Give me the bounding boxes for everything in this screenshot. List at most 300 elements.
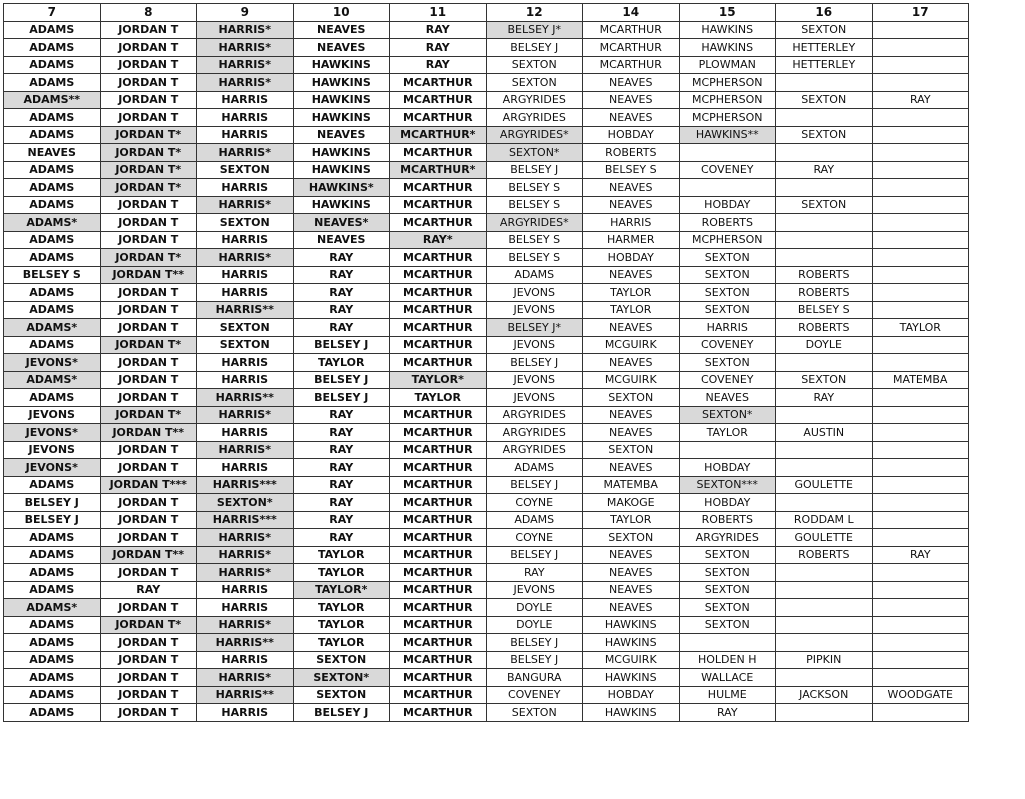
table-cell: NEAVES <box>583 196 680 214</box>
table-cell: MCPHERSON <box>679 74 776 92</box>
table-cell: JORDAN T <box>100 389 197 407</box>
table-cell: HAWKINS <box>583 669 680 687</box>
table-cell <box>872 179 969 197</box>
table-cell: NEAVES* <box>293 214 390 232</box>
table-row <box>4 704 969 722</box>
table-row <box>4 56 969 74</box>
table-row <box>4 109 969 127</box>
table-cell <box>679 634 776 652</box>
table-cell: RAY <box>293 301 390 319</box>
table-cell: ROBERTS <box>679 214 776 232</box>
table-cell: JEVONS <box>486 581 583 599</box>
table-cell: MCARTHUR <box>390 301 487 319</box>
table-cell: HAWKINS <box>679 21 776 39</box>
column-header: 9 <box>197 4 294 22</box>
table-cell: RAY <box>872 91 969 109</box>
table-row <box>4 126 969 144</box>
table-cell: MCPHERSON <box>679 109 776 127</box>
table-cell: HULME <box>679 686 776 704</box>
table-body <box>4 21 969 721</box>
table-cell: TAYLOR <box>583 511 680 529</box>
table-cell: SEXTON <box>679 564 776 582</box>
table-cell: DOYLE <box>776 336 873 354</box>
table-cell: ADAMS <box>4 21 101 39</box>
table-row <box>4 651 969 669</box>
table-cell: ROBERTS <box>776 284 873 302</box>
table-row <box>4 459 969 477</box>
table-cell: JORDAN T* <box>100 161 197 179</box>
table-cell: HARRIS** <box>197 301 294 319</box>
table-cell: JORDAN T* <box>100 126 197 144</box>
table-cell: JORDAN T* <box>100 144 197 162</box>
table-cell: SEXTON <box>776 91 873 109</box>
table-cell <box>872 511 969 529</box>
table-cell: MCARTHUR <box>390 599 487 617</box>
table-cell: ADAMS <box>4 161 101 179</box>
table-cell: ADAMS <box>4 704 101 722</box>
table-cell: JORDAN T <box>100 529 197 547</box>
table-cell: BELSEY J* <box>486 21 583 39</box>
table-cell: MCARTHUR <box>390 651 487 669</box>
table-cell: BELSEY J <box>4 511 101 529</box>
table-cell: HARRIS* <box>197 21 294 39</box>
table-cell: RAY <box>390 56 487 74</box>
table-cell <box>872 634 969 652</box>
table-cell: JORDAN T <box>100 704 197 722</box>
table-cell: MCGUIRK <box>583 336 680 354</box>
table-cell <box>872 161 969 179</box>
table-cell: ROBERTS <box>776 546 873 564</box>
table-cell <box>776 599 873 617</box>
table-cell <box>872 704 969 722</box>
table-cell: SEXTON <box>679 546 776 564</box>
table-row <box>4 616 969 634</box>
table-cell: NEAVES <box>583 424 680 442</box>
table-row <box>4 441 969 459</box>
table-cell: NEAVES <box>583 581 680 599</box>
column-header: 11 <box>390 4 487 22</box>
table-cell: ADAMS <box>4 581 101 599</box>
table-cell: HARRIS* <box>197 74 294 92</box>
table-cell: MCARTHUR <box>390 616 487 634</box>
table-cell <box>872 144 969 162</box>
table-cell <box>872 441 969 459</box>
table-cell: MCARTHUR <box>390 686 487 704</box>
table-cell: HOBDAY <box>583 249 680 267</box>
table-cell: BELSEY J <box>4 494 101 512</box>
table-cell <box>872 669 969 687</box>
table-cell: SEXTON <box>486 74 583 92</box>
table-cell: ADAMS <box>4 126 101 144</box>
table-cell: MCARTHUR <box>390 669 487 687</box>
table-cell: HARRIS <box>197 179 294 197</box>
table-cell: JORDAN T <box>100 686 197 704</box>
table-cell: HETTERLEY <box>776 39 873 57</box>
table-cell: TAYLOR <box>293 599 390 617</box>
table-row <box>4 196 969 214</box>
table-cell: JORDAN T** <box>100 546 197 564</box>
table-row <box>4 39 969 57</box>
table-cell: COVENEY <box>486 686 583 704</box>
table-cell: MCARTHUR <box>390 529 487 547</box>
table-cell <box>776 494 873 512</box>
table-cell: BELSEY J <box>486 546 583 564</box>
table-cell: SEXTON <box>679 354 776 372</box>
table-cell: HARRIS <box>197 231 294 249</box>
table-cell <box>679 441 776 459</box>
table-cell: HOLDEN H <box>679 651 776 669</box>
table-row <box>4 91 969 109</box>
table-cell: JORDAN T <box>100 91 197 109</box>
table-cell: WALLACE <box>679 669 776 687</box>
table-row <box>4 214 969 232</box>
table-cell <box>776 144 873 162</box>
table-row <box>4 494 969 512</box>
table-cell: SEXTON <box>679 284 776 302</box>
table-cell: BELSEY S <box>4 266 101 284</box>
table-cell: BELSEY J <box>293 704 390 722</box>
table-cell <box>872 581 969 599</box>
table-cell: SEXTON <box>293 686 390 704</box>
table-cell: MCARTHUR <box>583 56 680 74</box>
table-cell: SEXTON <box>583 389 680 407</box>
table-row <box>4 529 969 547</box>
table-row <box>4 319 969 337</box>
table-cell: SEXTON* <box>197 494 294 512</box>
table-cell: HARRIS* <box>197 564 294 582</box>
table-cell: ADAMS <box>4 284 101 302</box>
table-cell: MCARTHUR <box>390 74 487 92</box>
table-cell: RAY <box>293 441 390 459</box>
table-cell <box>776 634 873 652</box>
table-cell: DOYLE <box>486 616 583 634</box>
table-cell: NEAVES <box>583 319 680 337</box>
table-cell <box>872 21 969 39</box>
table-cell: JORDAN T <box>100 214 197 232</box>
column-header: 8 <box>100 4 197 22</box>
table-cell: NEAVES <box>4 144 101 162</box>
table-cell <box>776 616 873 634</box>
table-cell: RAY <box>293 266 390 284</box>
table-cell: HOBDAY <box>679 459 776 477</box>
table-cell <box>776 406 873 424</box>
table-cell: BELSEY J <box>293 371 390 389</box>
table-cell <box>872 266 969 284</box>
table-cell: HARRIS* <box>197 616 294 634</box>
column-header: 12 <box>486 4 583 22</box>
table-cell <box>776 231 873 249</box>
table-cell: HARRIS* <box>197 441 294 459</box>
table-cell: ADAMS <box>4 546 101 564</box>
table-cell: SEXTON <box>679 301 776 319</box>
table-cell: JEVONS* <box>4 424 101 442</box>
table-cell: NEAVES <box>583 546 680 564</box>
table-cell: ADAMS <box>4 56 101 74</box>
table-cell: RAY <box>486 564 583 582</box>
table-cell: HAWKINS <box>293 56 390 74</box>
table-cell: SEXTON <box>486 56 583 74</box>
table-cell <box>872 494 969 512</box>
table-cell: MCARTHUR <box>390 704 487 722</box>
table-cell: HARRIS** <box>197 686 294 704</box>
table-cell: HAWKINS <box>293 196 390 214</box>
table-cell: HAWKINS <box>583 704 680 722</box>
table-cell <box>776 109 873 127</box>
table-cell: JEVONS <box>4 441 101 459</box>
table-cell: RAY <box>872 546 969 564</box>
table-cell: HARRIS* <box>197 56 294 74</box>
table-cell: SEXTON <box>197 214 294 232</box>
table-cell: RODDAM L <box>776 511 873 529</box>
table-cell: MCPHERSON <box>679 231 776 249</box>
table-cell: ADAMS <box>486 266 583 284</box>
table-cell: HAWKINS <box>293 161 390 179</box>
table-cell: HARRIS* <box>197 669 294 687</box>
table-cell: RAY <box>293 529 390 547</box>
table-cell: HARRIS* <box>197 529 294 547</box>
table-cell: BELSEY J* <box>486 319 583 337</box>
table-cell: MCARTHUR <box>390 511 487 529</box>
table-cell: GOULETTE <box>776 529 873 547</box>
table-cell: HARRIS <box>197 91 294 109</box>
table-cell: NEAVES <box>583 74 680 92</box>
table-row <box>4 74 969 92</box>
table-cell: SEXTON* <box>679 406 776 424</box>
header-row <box>4 4 969 22</box>
table-cell <box>776 249 873 267</box>
table-cell: HOBDAY <box>583 126 680 144</box>
table-cell: JORDAN T <box>100 634 197 652</box>
table-cell <box>872 39 969 57</box>
table-cell: MCARTHUR <box>390 91 487 109</box>
table-cell: TAYLOR <box>583 301 680 319</box>
table-cell: ADAMS <box>4 529 101 547</box>
table-cell: MCARTHUR <box>390 441 487 459</box>
table-cell: HAWKINS <box>583 616 680 634</box>
table-cell: SEXTON* <box>486 144 583 162</box>
table-cell <box>872 599 969 617</box>
table-cell: BELSEY S <box>486 179 583 197</box>
table-cell: DOYLE <box>486 599 583 617</box>
table-cell <box>776 704 873 722</box>
table-cell: JEVONS <box>486 301 583 319</box>
table-cell: TAYLOR <box>293 546 390 564</box>
table-cell: BELSEY S <box>583 161 680 179</box>
table-cell <box>872 231 969 249</box>
table-cell: MCARTHUR <box>390 546 487 564</box>
table-cell: HARMER <box>583 231 680 249</box>
table-cell: JORDAN T <box>100 599 197 617</box>
table-cell: SEXTON*** <box>679 476 776 494</box>
table-cell: NEAVES <box>583 564 680 582</box>
table-cell: TAYLOR* <box>293 581 390 599</box>
table-cell: ADAMS* <box>4 319 101 337</box>
table-cell: NEAVES <box>293 231 390 249</box>
table-cell: MCARTHUR <box>390 476 487 494</box>
table-cell: ROBERTS <box>679 511 776 529</box>
table-cell: JORDAN T <box>100 459 197 477</box>
table-cell <box>872 109 969 127</box>
table-cell: NEAVES <box>293 126 390 144</box>
table-cell: ADAMS <box>4 564 101 582</box>
table-cell: ADAMS <box>4 231 101 249</box>
table-cell: MCARTHUR <box>390 284 487 302</box>
table-cell: JORDAN T** <box>100 266 197 284</box>
table-cell: JEVONS <box>486 336 583 354</box>
table-row <box>4 389 969 407</box>
table-cell <box>872 389 969 407</box>
table-cell: HARRIS*** <box>197 511 294 529</box>
table-cell: MCARTHUR <box>390 336 487 354</box>
table-row <box>4 546 969 564</box>
table-cell: HARRIS* <box>197 196 294 214</box>
table-cell: SEXTON <box>679 266 776 284</box>
table-cell: NEAVES <box>583 354 680 372</box>
table-cell: ADAMS* <box>4 599 101 617</box>
table-cell: RAY <box>293 459 390 477</box>
table-cell: MCARTHUR <box>390 459 487 477</box>
table-cell: MCARTHUR <box>390 581 487 599</box>
table-cell: RAY <box>293 494 390 512</box>
table-cell: HARRIS <box>197 266 294 284</box>
table-cell <box>776 581 873 599</box>
table-cell: MCARTHUR <box>390 109 487 127</box>
table-cell: ADAMS <box>4 634 101 652</box>
table-cell: JORDAN T <box>100 669 197 687</box>
table-cell: JORDAN T <box>100 371 197 389</box>
column-header: 17 <box>872 4 969 22</box>
table-cell: HARRIS** <box>197 634 294 652</box>
table-cell: HARRIS* <box>197 249 294 267</box>
table-cell: JORDAN T** <box>100 424 197 442</box>
table-cell: TAYLOR <box>583 284 680 302</box>
table-cell: JORDAN T <box>100 196 197 214</box>
table-row <box>4 424 969 442</box>
table-cell: ADAMS <box>4 651 101 669</box>
table-cell: MCARTHUR <box>390 494 487 512</box>
table-row <box>4 669 969 687</box>
table-cell: JORDAN T*** <box>100 476 197 494</box>
table-cell: JORDAN T <box>100 284 197 302</box>
table-cell <box>872 616 969 634</box>
table-cell: SEXTON <box>583 441 680 459</box>
table-cell: COVENEY <box>679 161 776 179</box>
table-cell: SEXTON <box>679 249 776 267</box>
table-cell: HETTERLEY <box>776 56 873 74</box>
lineup-table <box>3 3 969 722</box>
table-cell: BELSEY J <box>486 354 583 372</box>
table-cell: HAWKINS <box>293 109 390 127</box>
table-cell: JEVONS* <box>4 354 101 372</box>
table-cell: RAY <box>776 389 873 407</box>
table-cell: JORDAN T <box>100 231 197 249</box>
table-cell: NEAVES <box>583 91 680 109</box>
table-cell <box>872 301 969 319</box>
table-row <box>4 511 969 529</box>
table-cell: ADAMS* <box>4 214 101 232</box>
table-cell: ARGYRIDES <box>486 441 583 459</box>
column-header: 14 <box>583 4 680 22</box>
table-cell: ADAMS <box>4 336 101 354</box>
table-cell: ADAMS <box>486 511 583 529</box>
table-cell: ADAMS <box>4 39 101 57</box>
table-cell: HOBDAY <box>679 494 776 512</box>
table-cell: JORDAN T <box>100 651 197 669</box>
table-cell <box>776 179 873 197</box>
table-cell: JACKSON <box>776 686 873 704</box>
table-cell: MCARTHUR <box>390 249 487 267</box>
table-cell: NEAVES <box>679 389 776 407</box>
table-row <box>4 581 969 599</box>
table-cell: BELSEY J <box>486 634 583 652</box>
table-cell: MCPHERSON <box>679 91 776 109</box>
table-cell <box>872 284 969 302</box>
table-cell: MAKOGE <box>583 494 680 512</box>
table-cell: ADAMS <box>4 686 101 704</box>
table-cell: SEXTON <box>197 161 294 179</box>
table-cell: MATEMBA <box>872 371 969 389</box>
table-cell: ADAMS <box>4 616 101 634</box>
table-cell: BELSEY J <box>486 39 583 57</box>
table-cell <box>679 179 776 197</box>
table-cell: JEVONS* <box>4 459 101 477</box>
table-row <box>4 301 969 319</box>
table-cell: JORDAN T <box>100 319 197 337</box>
table-cell: MCARTHUR* <box>390 161 487 179</box>
table-cell <box>872 354 969 372</box>
table-cell: RAY* <box>390 231 487 249</box>
table-cell <box>776 214 873 232</box>
table-cell: BELSEY S <box>486 196 583 214</box>
table-cell: HOBDAY <box>583 686 680 704</box>
table-cell: NEAVES <box>583 459 680 477</box>
table-cell: NEAVES <box>583 179 680 197</box>
table-cell <box>872 476 969 494</box>
table-cell: ADAMS <box>4 476 101 494</box>
table-cell: BELSEY J <box>486 651 583 669</box>
table-cell: MCARTHUR <box>390 634 487 652</box>
table-cell: SEXTON* <box>293 669 390 687</box>
table-cell: HARRIS** <box>197 389 294 407</box>
table-cell: JORDAN T <box>100 511 197 529</box>
table-cell: HAWKINS <box>583 634 680 652</box>
table-cell: ADAMS <box>4 249 101 267</box>
table-cell: NEAVES <box>583 266 680 284</box>
table-cell: ADAMS <box>4 196 101 214</box>
table-cell <box>776 564 873 582</box>
table-cell: WOODGATE <box>872 686 969 704</box>
table-cell: ROBERTS <box>583 144 680 162</box>
table-row <box>4 336 969 354</box>
table-cell: HAWKINS* <box>293 179 390 197</box>
table-cell: NEAVES <box>583 109 680 127</box>
table-cell: ARGYRIDES <box>486 91 583 109</box>
table-cell: ROBERTS <box>776 319 873 337</box>
table-cell <box>872 249 969 267</box>
table-cell: COYNE <box>486 529 583 547</box>
table-cell <box>776 669 873 687</box>
table-cell: ADAMS <box>4 74 101 92</box>
table-cell: JORDAN T* <box>100 179 197 197</box>
table-cell: AUSTIN <box>776 424 873 442</box>
table-cell <box>872 406 969 424</box>
table-cell: MCARTHUR <box>390 319 487 337</box>
table-cell: BELSEY S <box>776 301 873 319</box>
table-cell: MCARTHUR <box>390 406 487 424</box>
table-cell: MCARTHUR <box>390 179 487 197</box>
table-cell: SEXTON <box>486 704 583 722</box>
table-cell: BELSEY J <box>293 336 390 354</box>
